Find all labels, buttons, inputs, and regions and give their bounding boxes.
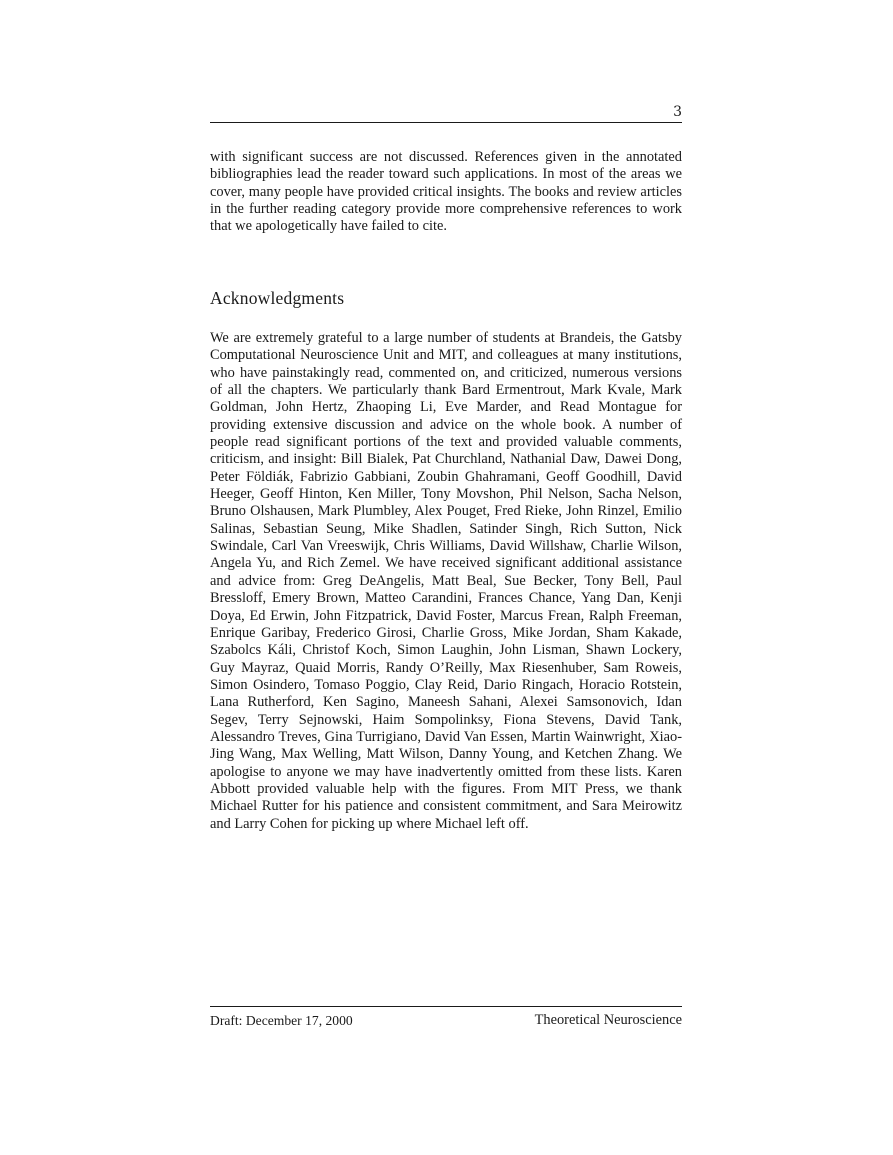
acknowledgments-paragraph: We are extremely grateful to a large number of students at Brandeis, the Gatsby Computational Neuroscience Unit and MIT, and colleagues at many institutions, who have painstakingly read, commented on, and criticized, numerous versions of all the chapters. We particularly thank Bard Ermentrout, Mark Kvale, Mark Goldman, John Hertz, Zhaoping Li, Eve Marder, and Read Montague for providing extensive discussion and advice on the whole book. A number of people read significant portions of the text and provided valuable comments, criticism, and insight: Bill Bialek, Pat Churchland, Nathanial Daw, Dawei Dong, Peter Földiák, Fabrizio Gabbiani, Zoubin Ghahramani, Geoff Goodhill, David Heeger, Geoff Hinton, Ken Miller, Tony Movshon, Phil Nelson, Sacha Nelson, Bruno Olshausen, Mark Plumbley, Alex Pouget, Fred Rieke, John Rinzel, Emilio Salinas, Sebastian Seung, Mike Shadlen, Satinder Singh, Rich Sutton, Nick Swindale, Carl Van Vreeswijk, Chris Williams, David Willshaw, Charlie Wilson, Angela Yu, and Rich Zemel. We have received significant additional assistance and advice from: Greg DeAngelis, Matt Beal, Sue Becker, Tony Bell, Paul Bressloff, Emery Brown, Matteo Carandini, Frances Chance, Yang Dan, Kenji Doya, Ed Erwin, John Fitzpatrick, David Foster, Marcus Frean, Ralph Freeman, Enrique Garibay, Frederico Girosi, Charlie Gross, Mike Jordan, Sham Kakade, Szabolcs Káli, Christof Koch, Simon Laughin, John Lisman, Shawn Lockery, Guy Mayraz, Quaid Morris, Randy O’Reilly, Max Riesenhuber, Sam Roweis, Simon Osindero, Tomaso Poggio, Clay Reid, Dario Ringach, Horacio Rotstein, Lana Rutherford, Ken Sagino, Maneesh Sahani, Alexei Samsonovich, Idan Segev, Terry Sejnowski, Haim Sompolinksy, Fiona Stevens, David Tank, Alessandro Treves, Gina Turrigiano, David Van Essen, Martin Wainwright, Xiao-Jing Wang, Max Welling, Matt Wilson, Danny Young, and Ketchen Zhang. We apologise to anyone we may have inadvertently omitted from these lists. Karen Abbott provided valuable help with the figures. From MIT Press, we thank Michael Rutter for his patience and consistent commitment, and Sara Meirowitz and Larry Cohen for picking up where Michael left off. (210, 330, 682, 832)
section-heading-acknowledgments: Acknowledgments (210, 288, 345, 308)
page-number: 3 (673, 104, 682, 120)
header-rule (210, 122, 682, 123)
document-page (210, 0, 682, 1155)
footer-book-title: Theoretical Neuroscience (534, 1012, 682, 1028)
footer-draft-date: Draft: December 17, 2000 (210, 1013, 353, 1028)
footer-rule (210, 1006, 682, 1007)
intro-paragraph: with significant success are not discussed. References given in the annotated bibliographies lead the reader toward such applications. In most of the areas we cover, many people have provided critical insights. The books and review articles in the further reading category provide more comprehensive references to work that we apologetically have failed to cite. (210, 149, 682, 235)
